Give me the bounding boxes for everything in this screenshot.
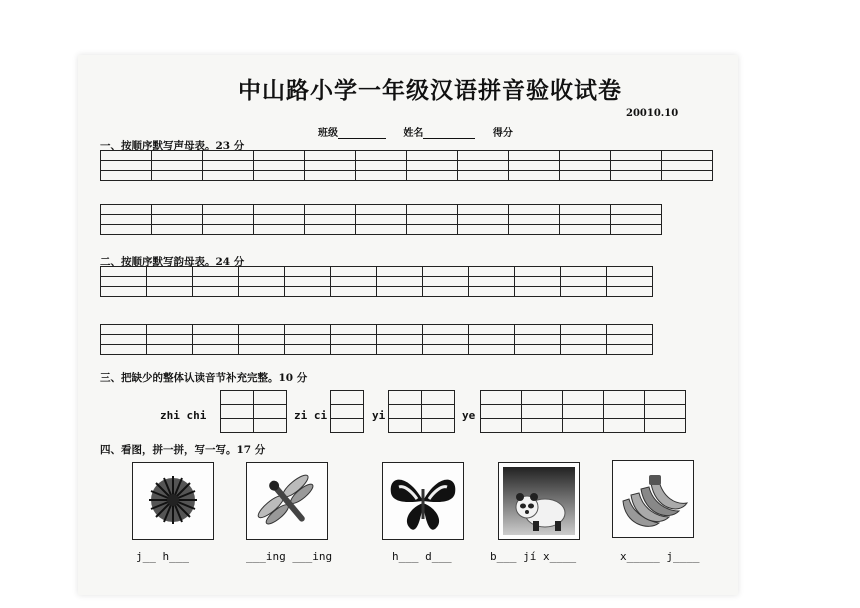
butterfly-icon (382, 462, 464, 540)
syllable-zhi-chi: zhi chi (160, 409, 207, 422)
initials-grid-2[interactable] (100, 204, 662, 235)
section-1-label: 一、按顺序默写声母表。23 分 (100, 140, 245, 152)
exam-date: 20010.10 (626, 108, 679, 119)
syllable-zi-ci: zi ci (294, 409, 328, 422)
student-info (318, 124, 513, 139)
section-3-label: 三、把缺少的整体认读音节补充完整。10 分 (100, 372, 308, 384)
picture-5-caption: x_____ j____ (620, 550, 700, 563)
syllable-box-1[interactable] (220, 390, 287, 433)
syllable-yi: yi (372, 409, 386, 422)
picture-1-caption: j__ h___ (136, 550, 189, 563)
bananas-icon (612, 460, 694, 538)
section-4-label: 四、看图，拼一拼，写一写。17 分 (100, 444, 266, 456)
dragonfly-icon (246, 462, 328, 540)
panda-bear-icon (498, 462, 580, 540)
syllable-box-3[interactable] (388, 390, 455, 433)
chrysanthemum-icon (132, 462, 214, 540)
picture-2-caption: ___ing ___ing (246, 550, 333, 563)
syllable-box-4[interactable] (480, 390, 686, 433)
syllable-ye: ye (462, 409, 476, 422)
picture-3-caption: h___ d___ (392, 550, 452, 563)
finals-grid-2[interactable] (100, 324, 653, 355)
initials-grid-1[interactable] (100, 150, 713, 181)
syllable-box-2[interactable] (330, 390, 364, 433)
name-field[interactable] (423, 128, 475, 139)
picture-4-caption: b___ jí x____ (490, 550, 577, 563)
section-2-label: 二、按顺序默写韵母表。24 分 (100, 256, 245, 268)
score-label: 得分 (492, 128, 513, 139)
class-label: 班级 (318, 128, 338, 139)
finals-grid-1[interactable] (100, 266, 653, 297)
name-label: 姓名 (403, 128, 424, 139)
page-title: 中山路小学一年级汉语拼音验收试卷 (238, 78, 622, 104)
class-field[interactable] (338, 128, 386, 139)
